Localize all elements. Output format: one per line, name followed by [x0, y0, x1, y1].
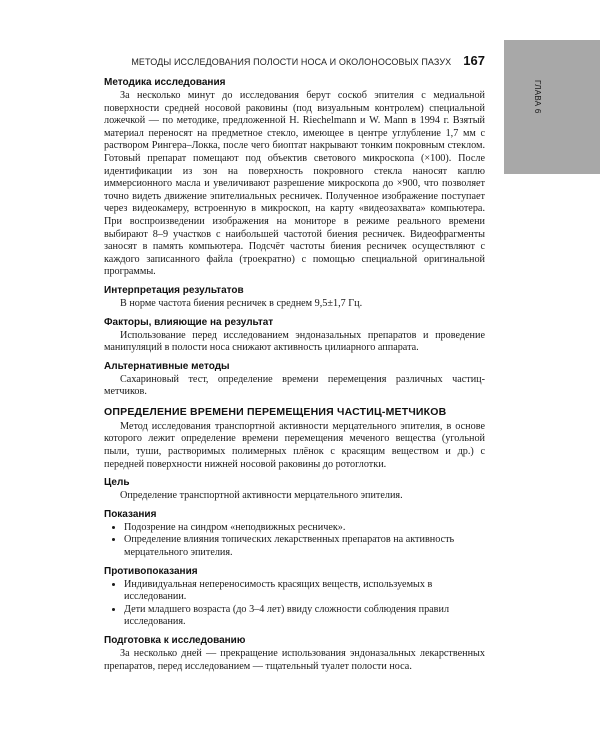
alternatives-paragraph: Сахариновый тест, определение времени перемещения различных частиц-метчиков. — [104, 373, 485, 398]
technique-paragraph: За несколько минут до исследования берут соскоб эпителия с медиальной поверхности средней носовой раковины (под визуальным контролем) специальной ложечкой — по методике, предложенной H. Riechelmann и W. Mann в 1994 г. Взятый материал переносят на предметное стекло, имеющее в центре углубление 1,7 мм с раствором Рингера–Локка, после чего биоптат накрывают тонким покровным стеклом. Готовый препарат помещают под объектив светового микроскопа (×100). После идентификации из зон на поверхность покровного стекла наносят каплю иммерсионного масла и увеличивают разрешение микроскопа до ×900, что позволяет точно видеть движение эпителиальных ресничек. Полученное изображение поступает через видеокамеру, встроенную в микроскоп, на карту «видеозахвата» компьютера. При воспроизведении изображения на мониторе в режиме реального времени выбирают 8–9 участков с наибольшей частотой биения ресничек. Видеофрагменты заносят в память компьютера. Подсчёт частоты биения ресничек осуществляют с каждого записанного файла (троекратно) с помощью специальной оригинальной программы. — [104, 90, 485, 278]
list-item: • Индивидуальная непереносимость красящих веществ, используемых в исследовании. — [124, 579, 485, 604]
goal-heading: Цель — [104, 477, 130, 489]
page-number: 167 — [463, 53, 485, 68]
interpretation-heading: Интерпретация результатов — [104, 284, 244, 296]
indications-heading: Показания — [104, 508, 157, 520]
contraindications-heading: Противопоказания — [104, 565, 198, 577]
running-header — [104, 53, 485, 68]
transport-heading: ОПРЕДЕЛЕНИЕ ВРЕМЕНИ ПЕРЕМЕЩЕНИЯ ЧАСТИЦ-МЕТЧИКОВ — [104, 405, 447, 418]
transport-paragraph: Метод исследования транспортной активности мерцательного эпителия, в основе которого лежит определение времени перемещения меченого вещества (угольной пыли, туши, растворимых полимерных плёнок с красящим веществом и др.) с передней поверхности нижней носовой раковины до ротоглотки. — [104, 420, 485, 470]
chapter-tab — [504, 40, 600, 174]
list-item: • Дети младшего возраста (до 3–4 лет) ввиду сложности соблюдения правил исследования. — [124, 604, 485, 629]
goal-paragraph: Определение транспортной активности мерцательного эпителия. — [120, 490, 403, 502]
factors-paragraph: Использование перед исследованием эндоназальных препаратов и проведение манипуляций в полости носа снижают активность цилиарного аппарата. — [104, 329, 485, 354]
running-title: МЕТОДЫ ИССЛЕДОВАНИЯ ПОЛОСТИ НОСА И ОКОЛОНОСОВЫХ ПАЗУХ — [131, 57, 452, 67]
contraindications-list — [104, 579, 485, 629]
factors-heading: Факторы, влияющие на результат — [104, 316, 274, 328]
preparation-paragraph: За несколько дней — прекращение использования эндоназальных лекарственных препаратов, перед исследованием — тщательный туалет полости носа. — [104, 648, 485, 672]
alternatives-heading: Альтернативные методы — [104, 360, 230, 372]
page-body — [104, 71, 485, 673]
technique-heading: Методика исследования — [104, 77, 226, 88]
list-item: • Определение влияния топических лекарственных препаратов на активность мерцательного эпителия. — [124, 534, 485, 559]
indications-list — [104, 522, 485, 560]
chapter-tab-label: ГЛАВА 6 — [533, 80, 542, 114]
list-item: • Подозрение на синдром «неподвижных ресничек». — [124, 522, 485, 535]
preparation-heading: Подготовка к исследованию — [104, 635, 246, 646]
interpretation-paragraph: В норме частота биения ресничек в среднем 9,5±1,7 Гц. — [120, 297, 363, 309]
